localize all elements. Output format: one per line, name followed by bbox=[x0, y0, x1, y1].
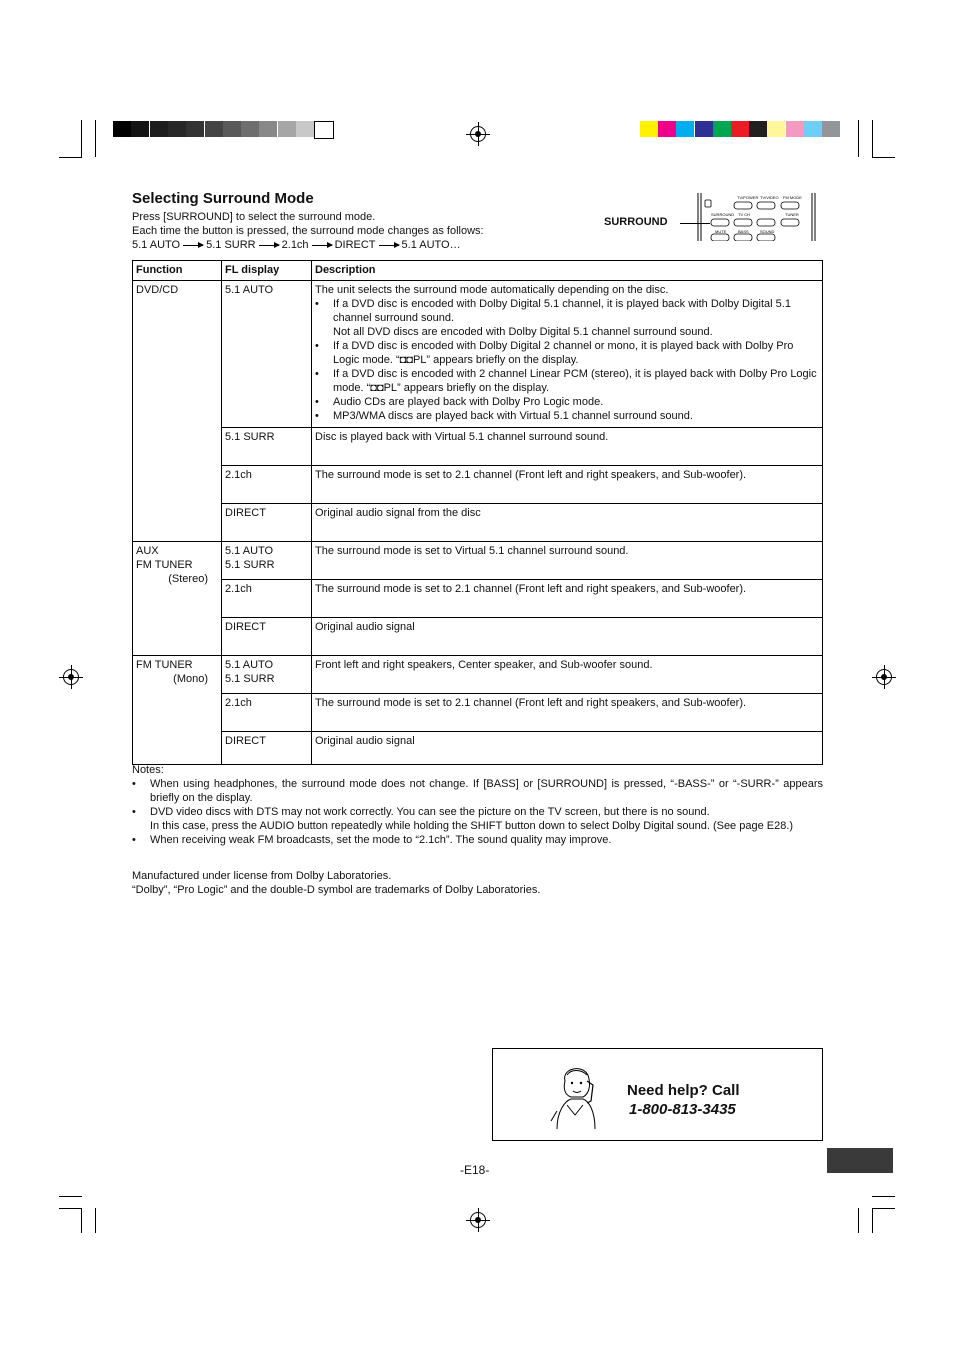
notes-heading: Notes: bbox=[132, 764, 164, 776]
sequence-item: 5.1 AUTO… bbox=[401, 239, 461, 251]
crop-mark bbox=[858, 1208, 859, 1233]
sequence-item: DIRECT bbox=[334, 239, 376, 251]
remote-button-label: SOUND bbox=[760, 229, 775, 234]
table-row bbox=[133, 694, 823, 732]
description-cell bbox=[312, 281, 823, 428]
remote-button-label: MUTE bbox=[715, 229, 727, 234]
crop-mark bbox=[81, 1208, 82, 1233]
description-lead: The unit selects the surround mode automatically depending on the disc. bbox=[315, 284, 669, 296]
remote-button-label: SURROUND bbox=[711, 212, 735, 217]
intro-line: Each time the button is pressed, the surround mode changes as follows: bbox=[132, 225, 484, 237]
help-phone-number[interactable]: 1-800-813-3435 bbox=[629, 1101, 736, 1118]
function-cell: FM TUNER (Mono) bbox=[133, 656, 222, 765]
color-swatch bbox=[695, 121, 713, 137]
crop-mark bbox=[81, 120, 82, 157]
note-item: • When receiving weak FM broadcasts, set the mode to “2.1ch”. The sound quality may improve. bbox=[132, 833, 823, 847]
list-item: • Audio CDs are played back with Dolby Pro Logic mode. bbox=[333, 395, 819, 409]
dolby-double-d-icon: ◘◘ bbox=[399, 354, 413, 366]
remote-button-label: TV/VIDEO bbox=[760, 195, 779, 200]
function-cell: DVD/CD bbox=[133, 281, 222, 542]
page-tab bbox=[827, 1148, 893, 1173]
table-row bbox=[133, 281, 823, 428]
description-cell: Front left and right speakers, Center speaker, and Sub-woofer sound. bbox=[312, 656, 823, 694]
crop-mark bbox=[872, 157, 895, 158]
fl-display-cell: 2.1ch bbox=[222, 466, 312, 504]
table-row bbox=[133, 656, 823, 694]
crop-mark bbox=[59, 157, 82, 158]
column-header: Function bbox=[133, 261, 222, 281]
color-swatch bbox=[767, 121, 785, 137]
sequence-item: 2.1ch bbox=[281, 239, 309, 251]
list-item: • MP3/WMA discs are played back with Virtual 5.1 channel surround sound. bbox=[333, 409, 819, 423]
column-header: Description bbox=[312, 261, 823, 281]
table-row bbox=[133, 466, 823, 504]
table-row bbox=[133, 542, 823, 580]
crop-mark bbox=[872, 1208, 873, 1233]
remote-button-label: TUNER bbox=[785, 212, 799, 217]
crop-mark bbox=[872, 1196, 895, 1197]
fl-display-cell: 5.1 SURR bbox=[222, 428, 312, 466]
intro-line: Press [SURROUND] to select the surround mode. bbox=[132, 211, 376, 223]
remote-button-label: TV/POWER bbox=[737, 195, 759, 200]
help-heading: Need help? Call bbox=[627, 1082, 740, 1099]
column-header: FL display bbox=[222, 261, 312, 281]
fl-display-cell: 5.1 AUTO bbox=[222, 281, 312, 428]
crop-mark bbox=[95, 120, 96, 157]
gray-swatch bbox=[314, 121, 334, 139]
arrow-right-icon bbox=[312, 245, 332, 246]
sequence-item: 5.1 SURR bbox=[206, 239, 256, 251]
description-cell: Original audio signal from the disc bbox=[312, 504, 823, 542]
description-cell: The surround mode is set to 2.1 channel (Front left and right speakers, and Sub-woofer). bbox=[312, 694, 823, 732]
arrow-right-icon bbox=[259, 245, 279, 246]
color-swatch bbox=[749, 121, 767, 137]
crop-mark bbox=[59, 1196, 82, 1197]
registration-mark-icon bbox=[470, 126, 486, 142]
description-cell: Original audio signal bbox=[312, 618, 823, 656]
fl-display-cell: DIRECT bbox=[222, 618, 312, 656]
function-cell: AUX FM TUNER (Stereo) bbox=[133, 542, 222, 656]
color-swatch bbox=[822, 121, 840, 137]
table-row bbox=[133, 732, 823, 765]
crop-mark bbox=[95, 1208, 96, 1233]
remote-button-label: FM MODE bbox=[783, 195, 802, 200]
remote-button-label: BASS bbox=[738, 229, 749, 234]
gray-swatch bbox=[205, 121, 223, 137]
table-row bbox=[133, 428, 823, 466]
registration-mark-icon bbox=[63, 669, 79, 685]
dolby-double-d-icon: ◘◘ bbox=[370, 382, 384, 394]
description-cell: Disc is played back with Virtual 5.1 channel surround sound. bbox=[312, 428, 823, 466]
table-row bbox=[133, 618, 823, 656]
gray-swatch bbox=[223, 121, 241, 137]
color-swatch bbox=[713, 121, 731, 137]
color-swatch bbox=[731, 121, 749, 137]
crop-mark bbox=[858, 120, 859, 157]
color-swatch bbox=[640, 121, 658, 137]
section-title: Selecting Surround Mode bbox=[132, 190, 314, 207]
gray-swatch bbox=[168, 121, 186, 137]
gray-swatch bbox=[259, 121, 277, 137]
page-number: -E18- bbox=[460, 1163, 490, 1177]
surround-callout-label: SURROUND bbox=[604, 216, 668, 228]
description-cell: The surround mode is set to 2.1 channel (Front left and right speakers, and Sub-woofer). bbox=[312, 580, 823, 618]
color-swatch bbox=[658, 121, 676, 137]
fl-display-cell: 5.1 AUTO 5.1 SURR bbox=[222, 542, 312, 580]
surround-mode-table bbox=[132, 260, 823, 765]
crop-mark bbox=[872, 120, 873, 157]
color-swatch bbox=[786, 121, 804, 137]
gray-swatch bbox=[278, 121, 296, 137]
registration-mark-icon bbox=[470, 1212, 486, 1228]
support-agent-illustration bbox=[547, 1061, 603, 1131]
notes-section bbox=[132, 763, 823, 847]
description-list bbox=[315, 297, 819, 423]
remote-control-illustration bbox=[697, 193, 817, 241]
fl-display-cell: 2.1ch bbox=[222, 580, 312, 618]
note-item: • When using headphones, the surround mode does not change. If [BASS] or [SURROUND] is pressed, “-BASS-” or “-SURR-” appears briefly on the display. bbox=[132, 777, 823, 805]
arrow-right-icon bbox=[379, 245, 399, 246]
mode-sequence bbox=[132, 238, 461, 252]
gray-swatch bbox=[241, 121, 259, 137]
fl-display-cell: DIRECT bbox=[222, 732, 312, 765]
registration-mark-icon bbox=[876, 669, 892, 685]
color-swatch bbox=[676, 121, 694, 137]
gray-swatch bbox=[113, 121, 131, 137]
fl-display-cell: 5.1 AUTO 5.1 SURR bbox=[222, 656, 312, 694]
color-swatch bbox=[804, 121, 822, 137]
table-header-row bbox=[133, 261, 823, 281]
license-text: Manufactured under license from Dolby Laboratories. “Dolby”, “Pro Logic” and the double-D symbol are trademarks of Dolby Laboratories. bbox=[132, 870, 541, 896]
description-cell: Original audio signal bbox=[312, 732, 823, 765]
table-row bbox=[133, 504, 823, 542]
fl-display-cell: 2.1ch bbox=[222, 694, 312, 732]
remote-button-label: TV CH bbox=[738, 212, 750, 217]
list-item: • If a DVD disc is encoded with Dolby Digital 2 channel or mono, it is played back with Dolby Pro Logic mode. “◘◘PL” appears briefly on the display. bbox=[333, 339, 819, 367]
table-row bbox=[133, 580, 823, 618]
description-cell: The surround mode is set to Virtual 5.1 channel surround sound. bbox=[312, 542, 823, 580]
description-cell: The surround mode is set to 2.1 channel (Front left and right speakers, and Sub-woofer). bbox=[312, 466, 823, 504]
list-item: • If a DVD disc is encoded with Dolby Digital 5.1 channel, it is played back with Dolby Digital 5.1 channel surround sound. Not all DVD discs are encoded with Dolby Digital 5.1 channel surround sound. bbox=[333, 297, 819, 339]
gray-swatch bbox=[296, 121, 314, 137]
gray-swatch bbox=[186, 121, 204, 137]
sequence-item: 5.1 AUTO bbox=[132, 239, 181, 251]
list-item: • If a DVD disc is encoded with 2 channel Linear PCM (stereo), it is played back with Dolby Pro Logic mode. “◘◘PL” appears briefly on the display. bbox=[333, 367, 819, 395]
gray-swatch bbox=[131, 121, 149, 137]
arrow-right-icon bbox=[183, 245, 203, 246]
gray-swatch bbox=[150, 121, 168, 137]
fl-display-cell: DIRECT bbox=[222, 504, 312, 542]
intro-text bbox=[132, 210, 484, 238]
help-box bbox=[492, 1048, 823, 1141]
crop-mark bbox=[872, 1208, 895, 1209]
crop-mark bbox=[59, 1208, 82, 1209]
note-item: • DVD video discs with DTS may not work correctly. You can see the picture on the TV screen, but there is no sound. In this case, press the AUDIO button repeatedly while holding the SHIFT button down to select Dolby Digital sound. (See page E28.) bbox=[132, 805, 823, 833]
